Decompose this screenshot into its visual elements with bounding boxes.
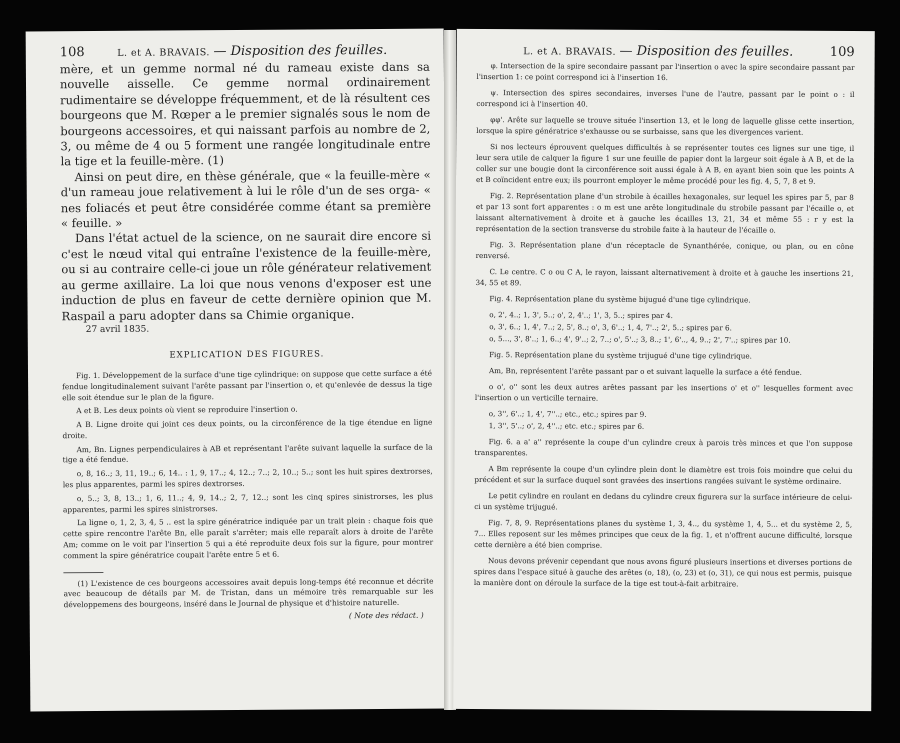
right-paragraph-19: Le petit cylindre en roulant en dedans du cylindre creux figurera sur la surface intérieure de celui-ci un système trijugué. [474, 491, 853, 512]
page-number-left: 108 [59, 45, 85, 61]
right-paragraph-21: Nous devons prévenir cependant que nous avons figuré plusieurs insertions et diverses portions de spires dans l'espace situé à gauche des arêtes (o, 18), (o, 23) et (o, 31), ce qui nous est permis, puisque la manière dont on déroule la surface de la tige est tout-à-fait arbitraire. [473, 556, 853, 589]
running-title-left: — Disposition des feuilles. [213, 42, 388, 60]
right-paragraph-4: Si nos lecteurs éprouvent quelques difficultés à se représenter toutes ces lignes sur une tige, il leur sera utile de calquer la figure 1 sur une feuille de papier dont la largeur soit égale à A B, et de la coller sur une bougie dont la circonférence soit aussi égale à A B, en ayant bien soin que les points A et B coïncident entre eux; ils pourront employer le même procédé pour les fig. 4, 5, 7, 8 et 9. [475, 142, 855, 186]
figure-explanation-6: o, 5..; 3, 8, 13..; 1, 6, 11..; 4, 9, 14..; 2, 7, 12..; sont les cinq spires sinistrorses, les plus apparentes, parmi les spires sinistrorses. [62, 491, 433, 514]
running-head-right [477, 43, 855, 60]
figure-explanation-1: Fig. 1. Développement de la surface d'une tige cylindrique: on suppose que cette surface a été fendue longitudinalement suivant l'arête passant par l'insertion o, et qu'enlevée de dessus la tige elle soit étendue sur le plan de la figure. [62, 368, 433, 402]
running-head-left [60, 43, 430, 61]
right-paragraph-5: Fig. 2. Représentation plane d'un strobile à écailles hexagonales, sur lequel les spires par 5, par 8 et par 13 sont fort apparentes : o m est une arête longitudinale du strobile passant par l'écaille o, et laissant alternativement à droite et à gauche les écailles 13, 21, 34 et même 55 : r y est la représentation de la section transverse du strobile faite à la hauteur de l'écaille o. [475, 191, 854, 235]
right-paragraph-14: o o', o'' sont les deux autres arêtes passant par les insertions o' et o'' lesquelles forment avec l'insertion o un verticille ternaire. [474, 382, 853, 403]
footnote-signature: ( Note des rédact. ) [348, 610, 424, 621]
figure-explanation-4: Am, Bn. Lignes perpendiculaires à AB et représentant l'arête suivant laquelle la surface de la tige a été fendue. [62, 442, 433, 465]
right-paragraph-2: ψ. Intersection des spires secondaires, inverses l'une de l'autre, passant par le point o : il correspond ici à l'insertion 40. [476, 88, 855, 109]
right-paragraph-17: Fig. 6. a a' a'' représente la coupe d'un cylindre creux à parois très minces et que l'on suppose transparentes. [474, 437, 853, 458]
figure-explanation-2: A et B. Les deux points où vient se reproduire l'insertion o. [76, 404, 298, 416]
right-paragraph-11: o, 5..., 3', 8'..; 1, 6..; 4', 9'..; 2, 7..; o', 5'..; 3, 8..; 1', 6'.., 4, 9..; 2', 7'..; spires par 10. [489, 334, 791, 345]
right-paragraph-18: A Bm représente la coupe d'un cylindre plein dont le diamètre est trois fois moindre que celui du précédent et sur la surface duquel sont gravées des insertions rangées suivant le système ordinaire. [474, 464, 853, 486]
figure-explanation-3: A B. Ligne droite qui joint ces deux points, ou la circonférence de la tige étendue en ligne droite. [62, 417, 433, 441]
figure-explanation-7: La ligne o, 1, 2, 3, 4, 5 .. est la spire génératrice indiquée par un trait plein : chaque fois que cette spire rencontre l'arête Bn, elle paraît s'arrêter; mais elle reparaît alors à droite de l'arête Am; comme on le voit par l'insertion 5 qui a été reproduite deux fois sur la figure, pour montrer comment la spire génératrice coupait l'arête entre 5 et 6. [63, 516, 434, 561]
right-paragraph-12: Fig. 5. Représentation plane du système trijugué d'une tige cylindrique. [489, 350, 753, 361]
right-paragraph-20: Fig. 7, 8, 9. Représentations planes du système 1, 3, 4.., du système 1, 4, 5... et du système 2, 5, 7... Elles reposent sur les mêmes principes que ceux de la fig. 1, et n'offrent aucune difficulté, lorsque cette dernière a été bien comprise. [474, 518, 853, 550]
right-paragraph-9: o, 2', 4..; 1, 3', 5..; o', 2, 4'..; 1', 3, 5..; spires par 4. [489, 310, 673, 321]
date-line: 27 avril 1835. [85, 324, 150, 335]
footnote-rule [63, 572, 103, 573]
page-number-right: 109 [829, 44, 855, 60]
right-paragraph-1: φ. Intersection de la spire secondaire passant par l'insertion o avec la spire secondaire passant par l'insertion 1: ce point correspond ici à l'insertion 16. [476, 61, 855, 83]
figure-explanation-5: o, 8, 16..; 3, 11, 19..; 6, 14.. : 1, 9, 17..; 4, 12..; 7..; 2, 10..; 5..; sont les huit spires dextrorses, les plus apparentes, parmi les spires dextrorses. [62, 466, 433, 490]
right-paragraph-16: 1, 3'', 5'..; o', 2, 4''..; etc. etc.; spires par 6. [488, 421, 645, 431]
footnote: (1) L'existence de ces bourgeons accessoires avait depuis long-temps été reconnue et décrite avec beaucoup de détails par M. de Tristan, dans un mémoire très remarquable sur les développemens des bourgeons, inséré dans le Journal de physique et d'histoire naturelle. [63, 576, 434, 610]
running-author-right: L. et A. BRAVAIS. [523, 46, 617, 58]
body-paragraph-3: Dans l'état actuel de la science, on ne saurait dire encore si c'est le nœud vital qui entraîne l'existence de la feuille-mère, ou si au contraire celle-ci joue un rôle générateur relativement au germe axillaire. La loi que nous venons d'exposer est une induction de plus en faveur de cette dernière opinion que M. Raspail a paru adopter dans sa Chimie organique. [61, 229, 432, 323]
left-page [26, 29, 449, 712]
right-paragraph-6: Fig. 3. Représentation plane d'un réceptacle de Synanthérée, conique, ou plan, ou en cône renversé. [475, 240, 854, 261]
right-paragraph-7: C. Le centre. C o ou C A, le rayon, laissant alternativement à droite et à gauche les insertions 21, 34, 55 et 89. [475, 267, 854, 288]
right-page [453, 29, 875, 711]
right-paragraph-3: φφ'. Arête sur laquelle se trouve située l'insertion 13, et le long de laquelle glisse cette insertion, lorsque la spire génératrice s'exhausse ou se surbaisse, sans que les divergences varient. [476, 115, 855, 137]
right-paragraph-13: Am, Bn, représentent l'arête passant par o et suivant laquelle la surface a été fendue. [488, 366, 802, 377]
body-paragraph-1: mère, et un gemme normal né du rameau existe dans sa nouvelle aisselle. Ce gemme normal ordinairement rudimentaire se développe fréquemment, et de là résultent ces bourgeons que M. Rœper a le premier signalés sous le nom de bourgeons accessoires, et qui naissant parfois au nombre de 2, 3, ou même de 4 ou 5 forment une rangée longitudinale entre la tige et la feuille-mère. (1) [59, 59, 431, 169]
running-author-left: L. et A. BRAVAIS. [117, 47, 210, 59]
explanation-heading: EXPLICATION DES FIGURES. [169, 349, 325, 361]
body-paragraph-2: Ainsi on peut dire, en thèse générale, que « la feuille-mère « d'un rameau joue relativement à lui le rôle d'un de ses orga- « nes foliacés et peut être considérée comme étant sa première « feuille. » [60, 167, 431, 231]
right-paragraph-10: o, 3', 6..; 1, 4', 7..; 2, 5', 8..; o', 3, 6'..; 1, 4, 7'..; 2', 5..; spires par 6. [489, 322, 732, 333]
right-paragraph-8: Fig. 4. Représentation plane du système bijugué d'une tige cylindrique. [489, 294, 751, 305]
running-title-right: — Disposition des feuilles. [619, 43, 794, 60]
right-paragraph-15: o, 3'', 6'..; 1, 4', 7''..; etc., etc.; spires par 9. [488, 409, 647, 419]
